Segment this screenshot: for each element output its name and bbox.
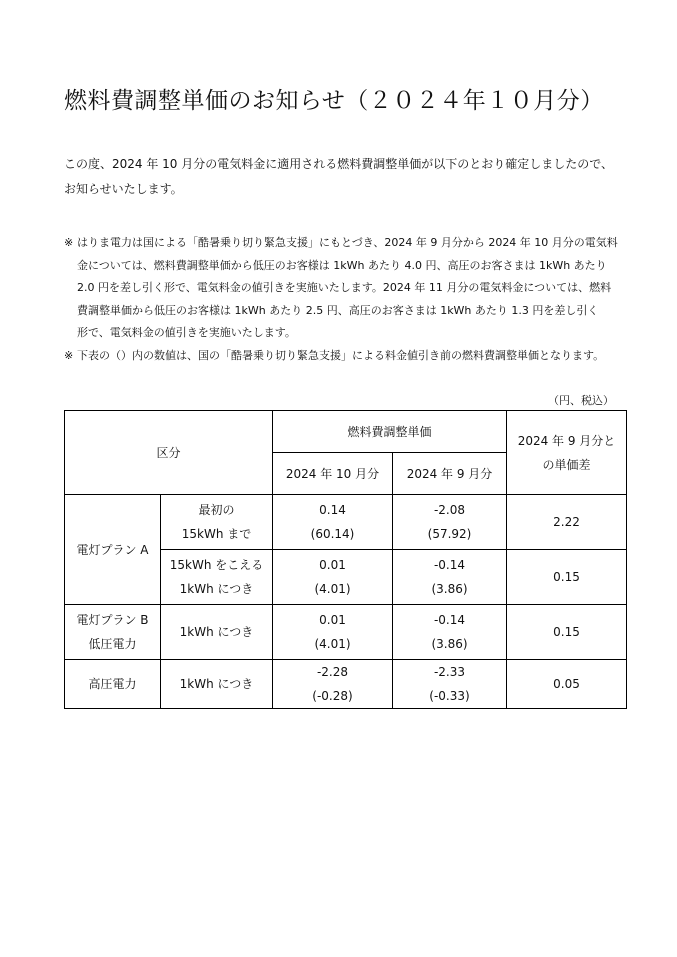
- note-mark: ※: [64, 236, 74, 249]
- oct-pre-value: (4.01): [314, 582, 351, 596]
- page-title: 燃料費調整単価のお知らせ（２０２４年１０月分）: [64, 88, 604, 114]
- table-row: [65, 660, 627, 709]
- sep-value: -2.08: [433, 503, 466, 517]
- intro-line: この度、2024 年 10 月分の電気料金に適用される燃料費調整単価が以下のとおり確定しましたので、: [64, 157, 614, 171]
- header-diff: [507, 411, 627, 495]
- diff-cell: 0.15: [507, 550, 627, 605]
- oct-cell: [273, 605, 393, 660]
- plan-cell: 電灯プラン A: [65, 495, 161, 605]
- sep-pre-value: (3.86): [431, 582, 468, 596]
- note-mark: ※: [64, 348, 74, 362]
- header-diff-line: の単価差: [542, 457, 591, 472]
- oct-cell: [273, 660, 393, 709]
- oct-cell: [273, 495, 393, 550]
- oct-value: 0.01: [319, 613, 346, 627]
- oct-pre-value: (4.01): [314, 637, 351, 651]
- header-category: 区分: [65, 411, 273, 495]
- plan-line: 低圧電力: [88, 637, 137, 651]
- sep-pre-value: (3.86): [431, 637, 468, 651]
- header-sep: 2024 年 9 月分: [393, 453, 507, 495]
- sub-line: 15kWh をこえる: [169, 558, 264, 572]
- sep-value: -0.14: [433, 558, 466, 572]
- sub-cell: 1kWh につき: [161, 660, 273, 709]
- table-header-row: [65, 411, 627, 453]
- sub-cell: [161, 550, 273, 605]
- diff-cell: 0.15: [507, 605, 627, 660]
- sep-value: -2.33: [433, 665, 466, 679]
- note-line: 費調整単価から低圧のお客様は 1kWh あたり 2.5 円、高圧のお客さまは 1kWh あたり 1.3 円を差し引く: [77, 303, 599, 317]
- note-line: 形で、電気料金の値引きを実施いたします。: [77, 326, 296, 339]
- plan-cell: 高圧電力: [65, 660, 161, 709]
- intro-line: お知らせいたします。: [64, 182, 183, 196]
- sep-cell: [393, 495, 507, 550]
- note-line: はりま電力は国による「酷暑乗り切り緊急支援」にもとづき、2024 年 9 月分から 2024 年 10 月分の電気料: [77, 236, 618, 249]
- table-row: [65, 605, 627, 660]
- sep-cell: [393, 550, 507, 605]
- diff-cell: 2.22: [507, 495, 627, 550]
- note-line: 下表の（）内の数値は、国の「酷暑乗り切り緊急支援」による料金値引き前の燃料費調整単価となります。: [77, 348, 605, 362]
- sep-pre-value: (57.92): [427, 527, 472, 541]
- sep-cell: [393, 660, 507, 709]
- oct-cell: [273, 550, 393, 605]
- unit-price-table: [64, 410, 627, 709]
- oct-pre-value: (-0.28): [312, 689, 353, 703]
- intro-paragraph: [64, 152, 624, 202]
- table-row: [65, 495, 627, 550]
- sep-value: -0.14: [433, 613, 466, 627]
- oct-pre-value: (60.14): [310, 527, 355, 541]
- sub-cell: [161, 495, 273, 550]
- sub-line: 最初の: [198, 503, 235, 517]
- note-parentheses: [64, 345, 624, 368]
- diff-cell: 0.05: [507, 660, 627, 709]
- sub-cell: 1kWh につき: [161, 605, 273, 660]
- note-line: 金については、燃料費調整単価から低圧のお客様は 1kWh あたり 4.0 円、高圧のお客さまは 1kWh あたり: [77, 258, 607, 272]
- plan-cell: [65, 605, 161, 660]
- oct-value: 0.01: [319, 558, 346, 572]
- header-oct: 2024 年 10 月分: [273, 453, 393, 495]
- sep-pre-value: (-0.33): [429, 689, 470, 703]
- oct-value: -2.28: [316, 665, 349, 679]
- sep-cell: [393, 605, 507, 660]
- header-diff-line: 2024 年 9 月分と: [517, 433, 616, 448]
- oct-value: 0.14: [319, 503, 346, 517]
- plan-line: 電灯プラン B: [76, 613, 149, 627]
- note-line: 2.0 円を差し引く形で、電気料金の値引きを実施いたします。2024 年 11 月分の電気料金については、燃料: [77, 281, 612, 294]
- header-unit-price: 燃料費調整単価: [273, 411, 507, 453]
- notes-section: [64, 232, 624, 367]
- unit-label: （円、税込）: [548, 394, 614, 407]
- note-discount: [64, 232, 624, 345]
- sub-line: 15kWh まで: [181, 527, 252, 541]
- sub-line: 1kWh につき: [179, 582, 254, 596]
